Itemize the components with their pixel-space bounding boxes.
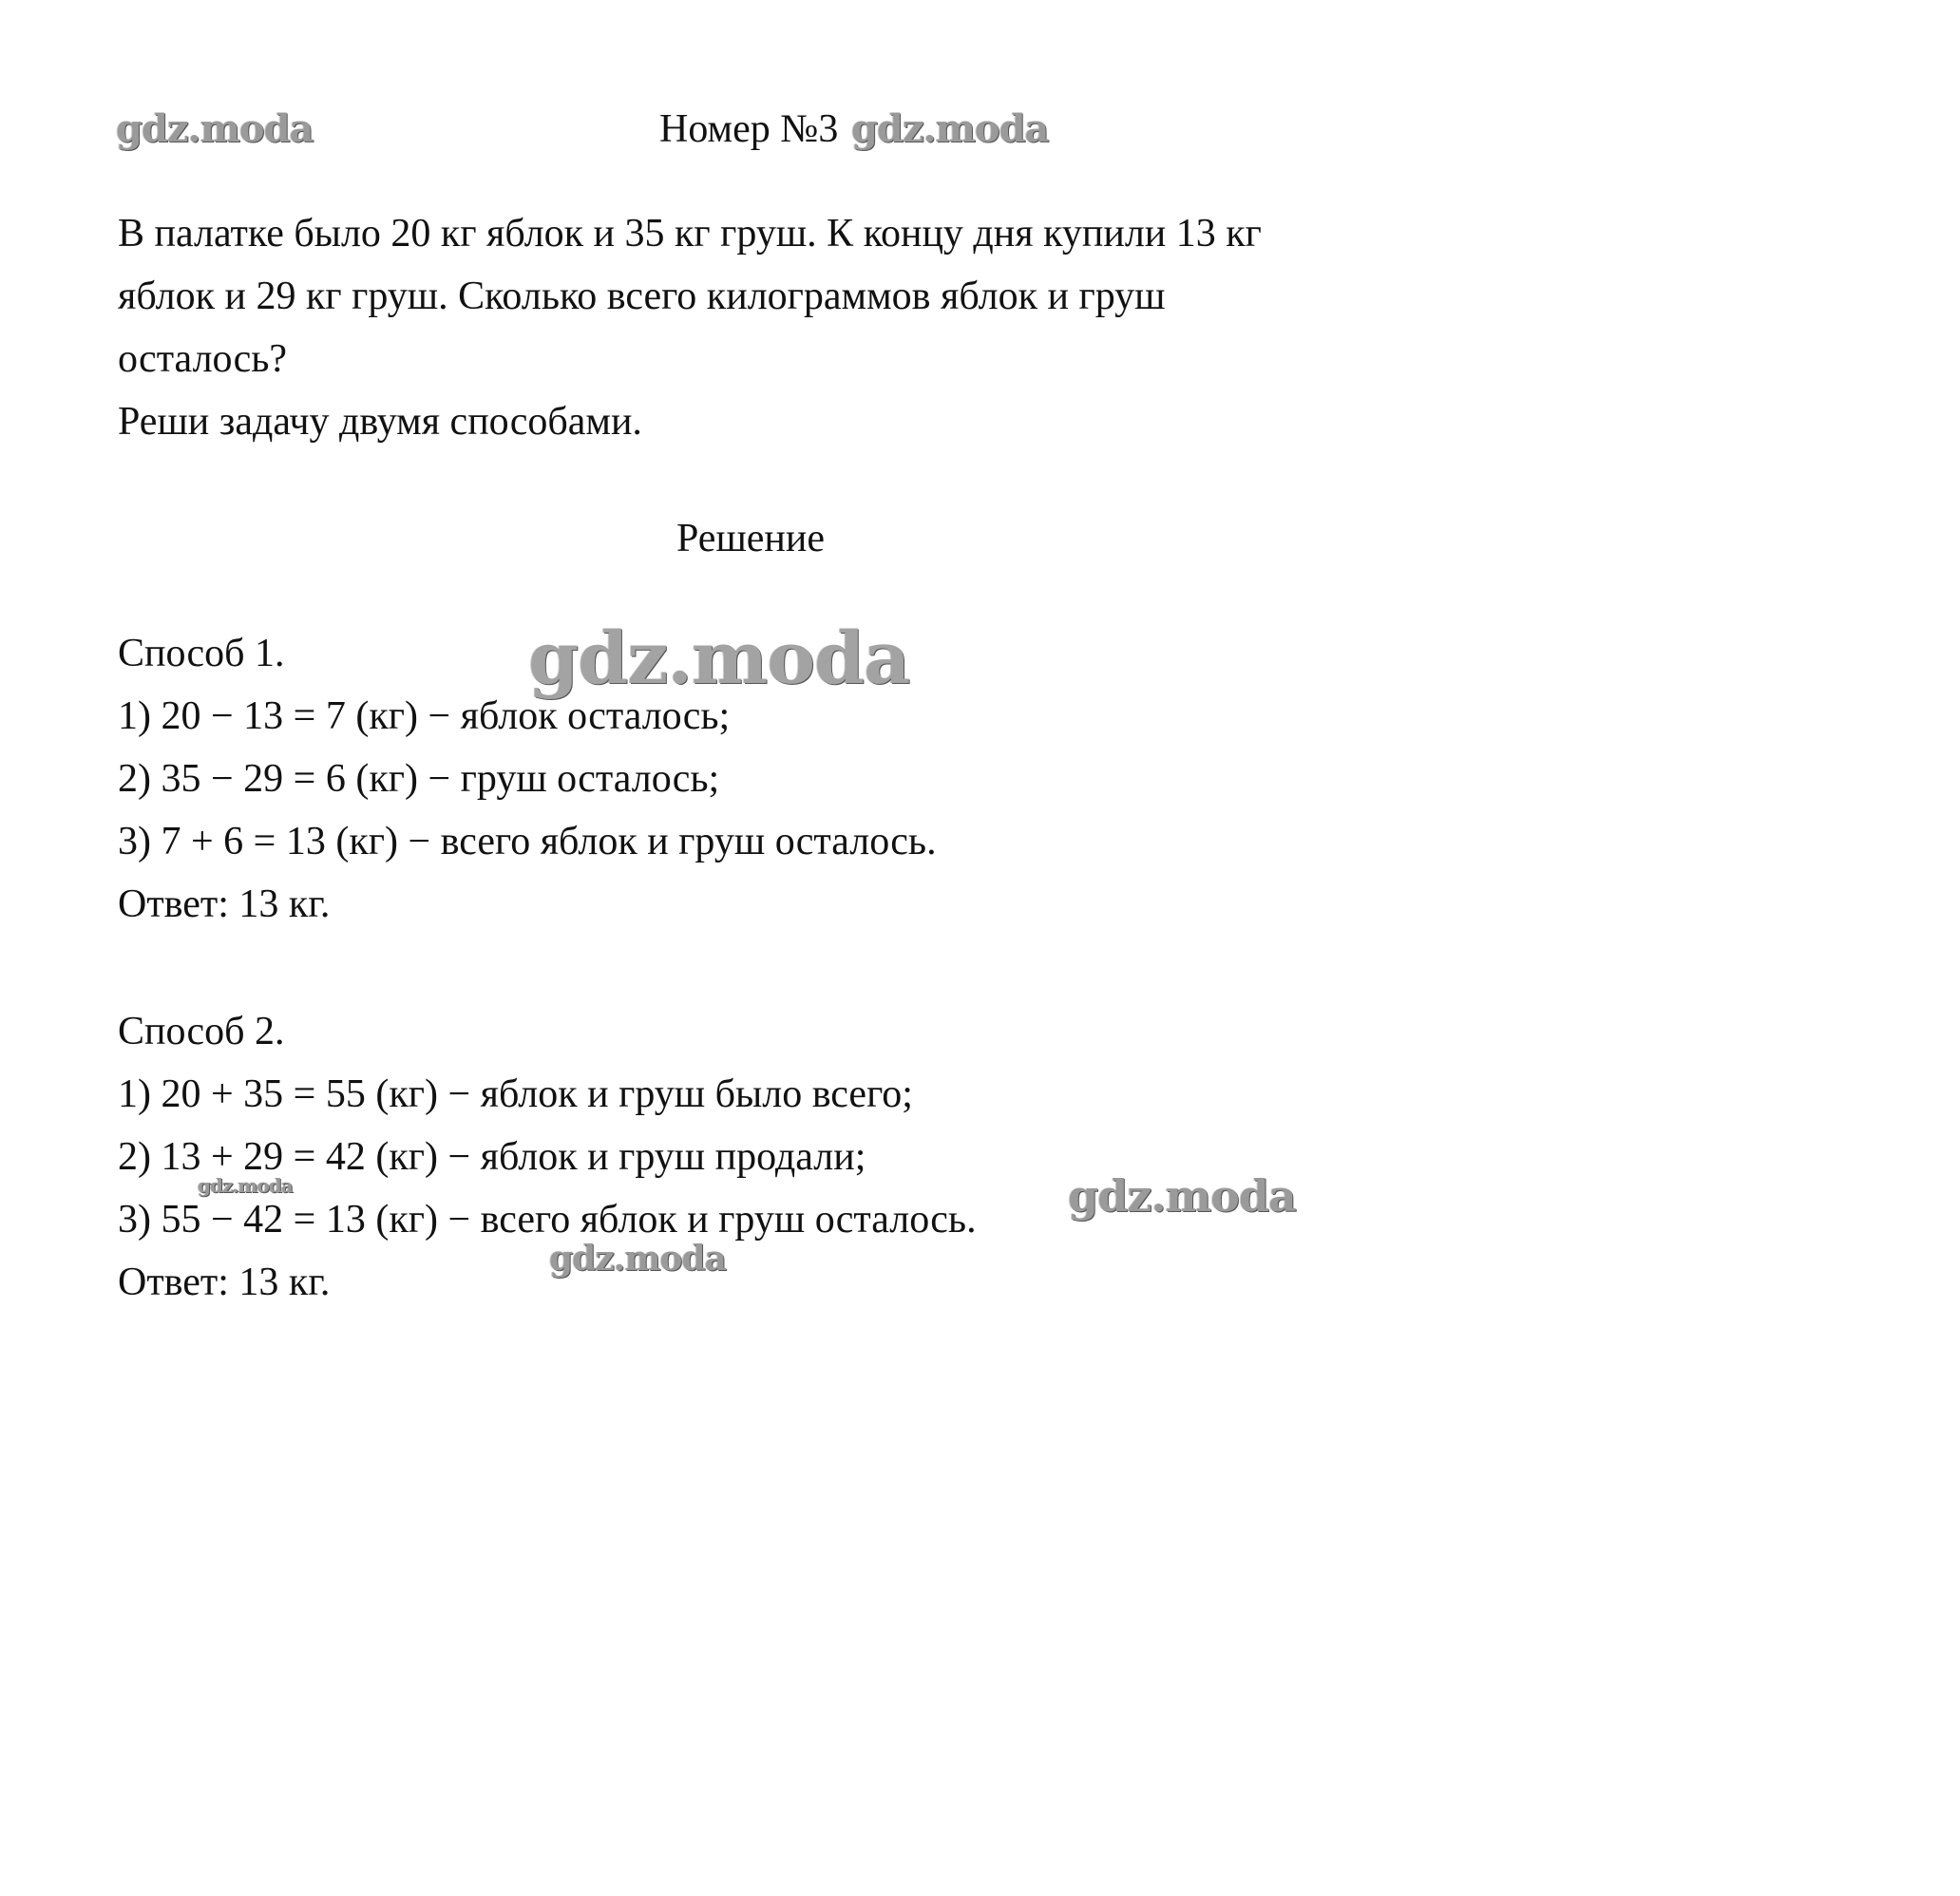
problem-line-1: В палатке было 20 кг яблок и 35 кг груш. К концу дня купили 13 кг	[118, 212, 1262, 256]
method1-step-1: 1) 20 − 13 = 7 (кг) − яблок осталось;	[118, 694, 731, 738]
problem-task: Реши задачу двумя способами.	[118, 400, 642, 444]
problem-line-3: осталось?	[118, 337, 288, 381]
method1-step-2: 2) 35 − 29 = 6 (кг) − груш осталось;	[118, 757, 720, 801]
watermark-logo-center-large: gdz.moda	[528, 616, 910, 700]
watermark-logo-small: gdz.moda	[198, 1174, 293, 1197]
method2-step-2: 2) 13 + 29 = 42 (кг) − яблок и груш продали;	[118, 1135, 866, 1179]
problem-line-2: яблок и 29 кг груш. Сколько всего килограммов яблок и груш	[118, 275, 1166, 318]
watermark-logo-top-title: gdz.moda	[851, 106, 1049, 151]
method1-step-3: 3) 7 + 6 = 13 (кг) − всего яблок и груш осталось.	[118, 820, 937, 863]
watermark-logo-top-left: gdz.moda	[116, 106, 314, 151]
method2-step-3: 3) 55 − 42 = 13 (кг) − всего яблок и груш осталось.	[118, 1198, 977, 1242]
method2-step-1: 1) 20 + 35 = 55 (кг) − яблок и груш было всего;	[118, 1072, 913, 1116]
method1-label: Способ 1.	[118, 632, 285, 675]
watermark-logo-bottom: gdz.moda	[549, 1239, 726, 1279]
method1-answer: Ответ: 13 кг.	[118, 882, 331, 926]
watermark-logo-right: gdz.moda	[1068, 1170, 1296, 1222]
page-title: Номер №3	[659, 107, 839, 151]
solution-heading: Решение	[676, 517, 826, 560]
method2-label: Способ 2.	[118, 1010, 285, 1053]
method2-answer: Ответ: 13 кг.	[118, 1261, 331, 1304]
